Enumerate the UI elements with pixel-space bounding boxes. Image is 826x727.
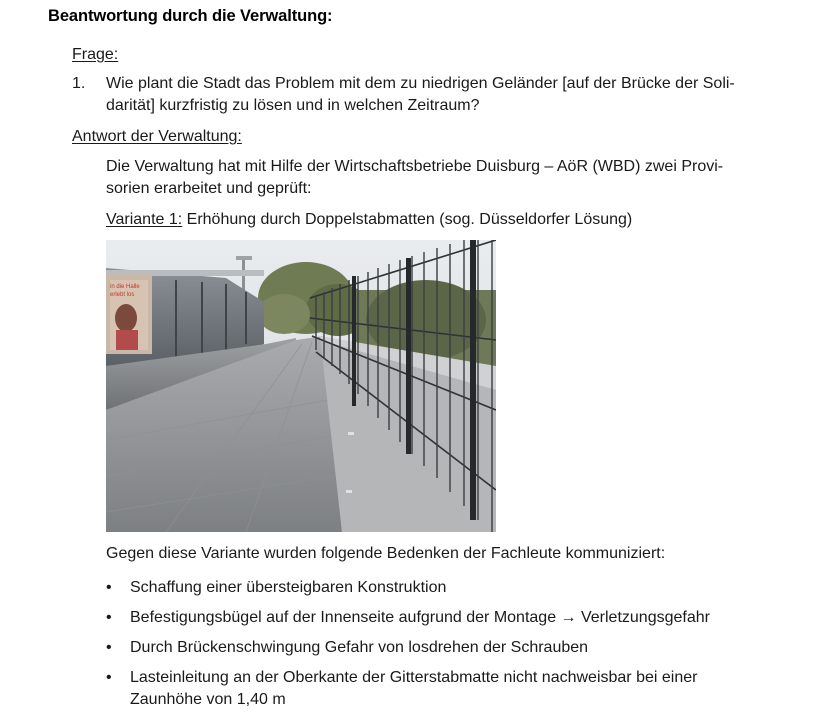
question-line-2: darität] kurzfristig zu lösen und in welchen Zeitraum?	[106, 97, 480, 114]
list-bullet: •	[106, 669, 112, 686]
question-line-1: Wie plant die Stadt das Problem mit dem zu niedrigen Geländer [auf der Brücke der Soli-	[106, 75, 735, 92]
question-number: 1.	[72, 75, 86, 92]
list-item: Durch Brückenschwingung Gefahr von losdrehen der Schrauben	[130, 639, 589, 656]
variant-label: Variante 1:	[106, 211, 183, 228]
poster-text-1: in die Halle	[110, 284, 140, 290]
question-text	[106, 73, 786, 117]
answer-intro-line-2: sorien erarbeitet und geprüft:	[106, 180, 312, 197]
answer-intro-line-1: Die Verwaltung hat mit Hilfe der Wirtschaftsbetriebe Duisburg – AöR (WBD) zwei Provi-	[106, 158, 724, 175]
photo-illustration	[106, 240, 496, 532]
answer-label: Antwort der Verwaltung:	[72, 128, 242, 145]
list-item: Befestigungsbügel auf der Innenseite aufgrund der Montage → Verletzungsgefahr	[130, 609, 710, 626]
question-label: Frage:	[72, 46, 119, 63]
variant-description: Erhöhung durch Doppelstabmatten (sog. Düsseldorfer Lösung)	[182, 211, 633, 228]
concerns-intro: Gegen diese Variante wurden folgende Bedenken der Fachleute kommuniziert:	[106, 545, 666, 562]
bridge-railing-photo	[106, 240, 496, 532]
list-bullet: •	[106, 639, 112, 656]
list-item-line-1: Lasteinleitung an der Oberkante der Gitterstabmatte nicht nachweisbar bei einer	[130, 669, 698, 686]
list-bullet: •	[106, 609, 112, 626]
variant-heading	[106, 209, 632, 231]
answer-intro	[106, 156, 796, 200]
list-bullet: •	[106, 579, 112, 596]
section-heading: Beantwortung durch die Verwaltung:	[48, 7, 333, 25]
list-item	[130, 667, 790, 711]
list-item-line-2: Zaunhöhe von 1,40 m	[130, 691, 286, 708]
list-item: Schaffung einer übersteigbaren Konstruktion	[130, 579, 447, 596]
poster-text-2: erlebt los	[110, 292, 135, 298]
